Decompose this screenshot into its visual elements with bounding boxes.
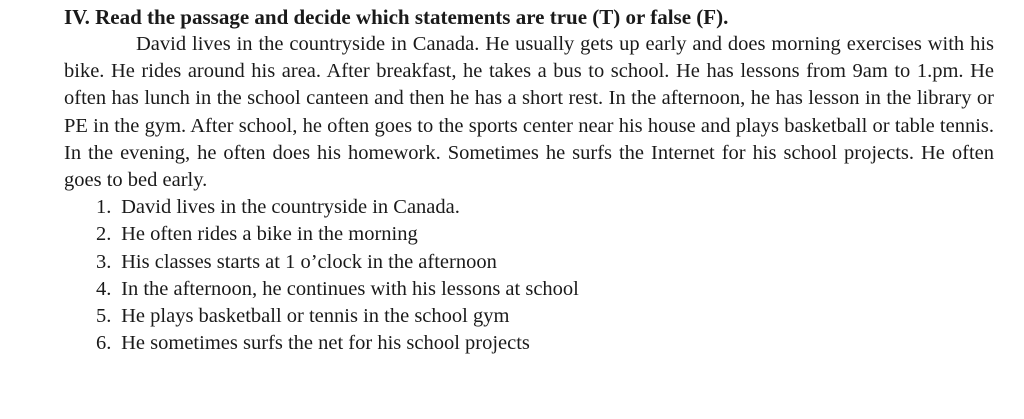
statement-item xyxy=(96,330,994,357)
statement-item xyxy=(96,249,994,276)
statement-number: 4. xyxy=(96,277,112,300)
statement-list xyxy=(64,194,994,357)
statement-number: 2. xyxy=(96,223,112,246)
statement-text: He plays basketball or tennis in the school gym xyxy=(121,305,510,328)
statement-item xyxy=(96,221,994,248)
statement-item xyxy=(96,303,994,330)
statement-number: 6. xyxy=(96,332,112,355)
reading-passage: David lives in the countryside in Canada. He usually gets up early and does morning exercises with his bike. He rides around his area. After breakfast, he takes a bus to school. He has lessons from 9am to 1.pm. He often has lunch in the school canteen and then he has a short rest. In the afternoon, he has lesson in the library or PE in the gym. After school, he often goes to the sports center near his house and plays basketball or table tennis. In the evening, he often does his homework. Sometimes he surfs the Internet for his school projects. He often goes to bed early. xyxy=(64,33,994,192)
statement-text: He sometimes surfs the net for his school projects xyxy=(121,332,530,355)
statement-number: 1. xyxy=(96,196,112,219)
statement-number: 5. xyxy=(96,305,112,328)
statement-text: David lives in the countryside in Canada. xyxy=(121,196,460,219)
statement-text: In the afternoon, he continues with his lessons at school xyxy=(121,277,579,300)
statement-text: He often rides a bike in the morning xyxy=(121,223,418,246)
statement-text: His classes starts at 1 o’clock in the afternoon xyxy=(121,250,497,273)
statement-item xyxy=(96,276,994,303)
exercise-title: IV. Read the passage and decide which statements are true (T) or false (F). xyxy=(64,5,729,29)
statement-number: 3. xyxy=(96,250,112,273)
statement-item xyxy=(96,194,994,221)
